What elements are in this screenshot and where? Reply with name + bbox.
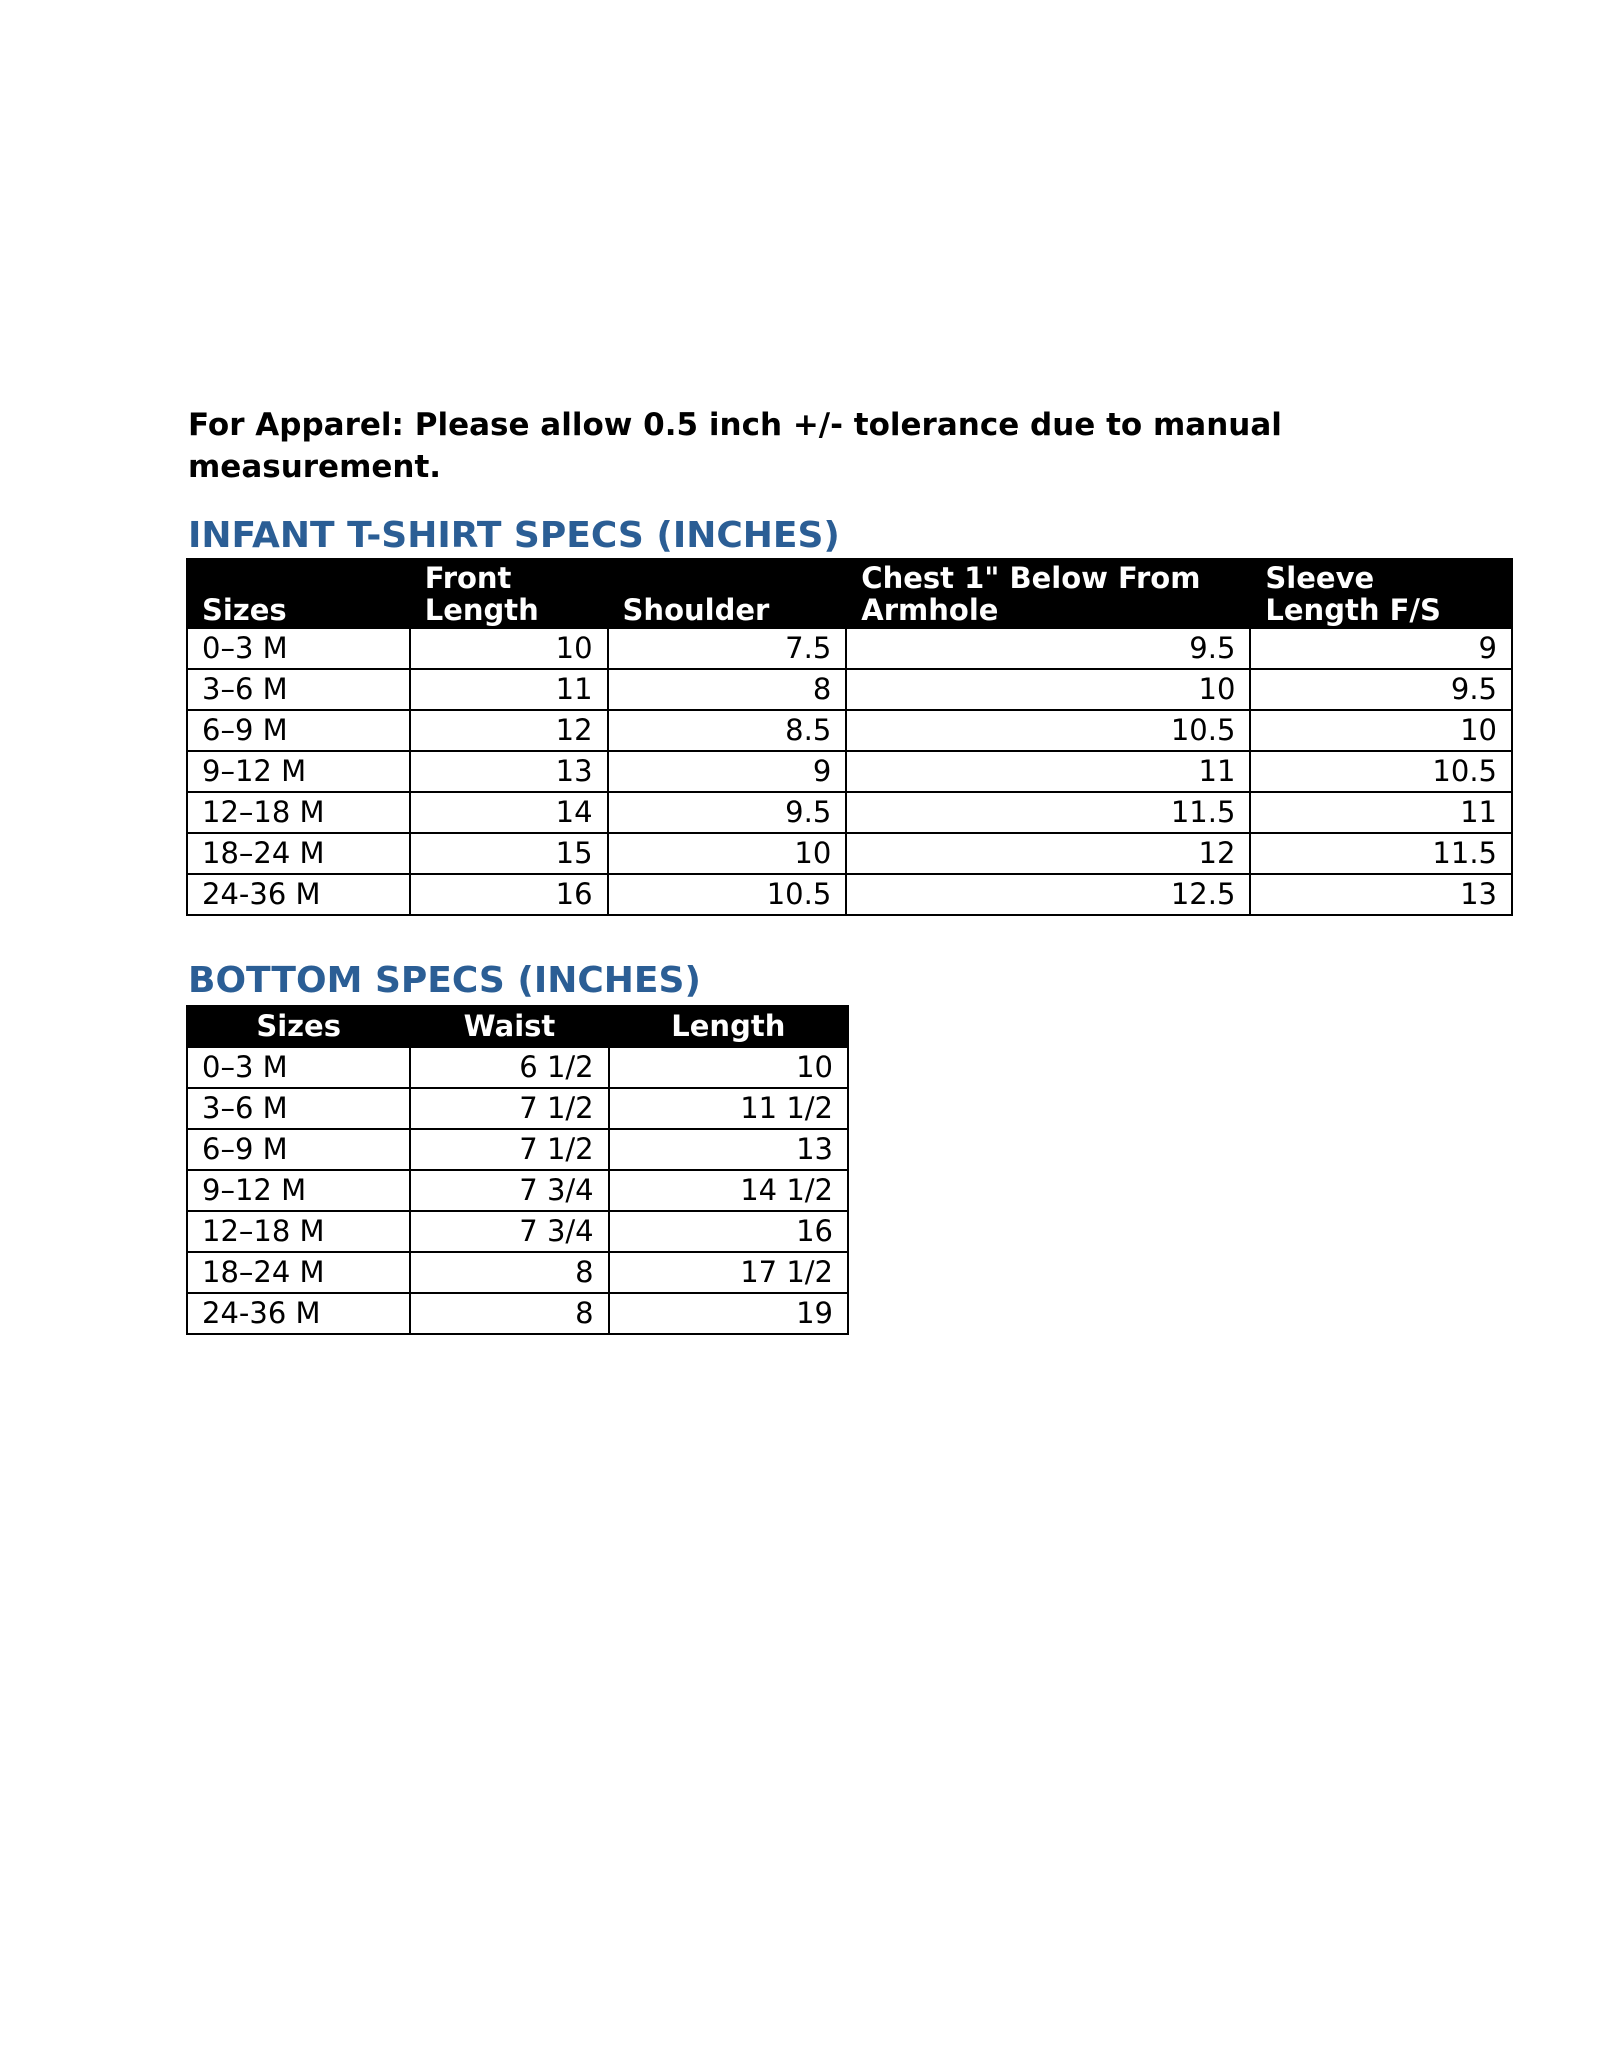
size-cell: 18–24 M: [187, 1252, 410, 1293]
chest-cell: 10.5: [846, 710, 1250, 751]
chest-cell: 10: [846, 669, 1250, 710]
sleeve-length-cell: 13: [1250, 874, 1512, 915]
size-cell: 3–6 M: [187, 1088, 410, 1129]
infant-specs-table: [186, 558, 1513, 916]
table-row: [187, 669, 1512, 710]
size-cell: 9–12 M: [187, 751, 410, 792]
front-length-cell: 13: [410, 751, 608, 792]
shoulder-cell: 9: [608, 751, 847, 792]
shoulder-cell: 10.5: [608, 874, 847, 915]
table-row: [187, 1170, 848, 1211]
front-length-cell: 11: [410, 669, 608, 710]
sleeve-length-cell: 9: [1250, 628, 1512, 669]
sleeve-length-cell: 11: [1250, 792, 1512, 833]
column-header-sleeve-length: Sleeve Length F/S: [1250, 559, 1512, 628]
column-header-chest: Chest 1" Below From Armhole: [846, 559, 1250, 628]
length-cell: 13: [609, 1129, 848, 1170]
front-length-cell: 14: [410, 792, 608, 833]
waist-cell: 7 1/2: [410, 1129, 608, 1170]
table-row: [187, 1293, 848, 1334]
front-length-cell: 15: [410, 833, 608, 874]
length-cell: 11 1/2: [609, 1088, 848, 1129]
column-header-sizes: Sizes: [187, 559, 410, 628]
size-cell: 6–9 M: [187, 1129, 410, 1170]
size-cell: 12–18 M: [187, 1211, 410, 1252]
table-row: [187, 1047, 848, 1088]
table-row: [187, 1129, 848, 1170]
table-row: [187, 628, 1512, 669]
chest-cell: 9.5: [846, 628, 1250, 669]
column-header-sizes: Sizes: [187, 1006, 410, 1047]
size-cell: 12–18 M: [187, 792, 410, 833]
shoulder-cell: 8.5: [608, 710, 847, 751]
waist-cell: 6 1/2: [410, 1047, 608, 1088]
length-cell: 14 1/2: [609, 1170, 848, 1211]
waist-cell: 7 3/4: [410, 1211, 608, 1252]
sleeve-length-cell: 10.5: [1250, 751, 1512, 792]
table-row: [187, 833, 1512, 874]
table-header-row: [187, 559, 1512, 628]
chest-cell: 11.5: [846, 792, 1250, 833]
sleeve-length-cell: 10: [1250, 710, 1512, 751]
sleeve-length-cell: 9.5: [1250, 669, 1512, 710]
shoulder-cell: 9.5: [608, 792, 847, 833]
table-row: [187, 751, 1512, 792]
waist-cell: 8: [410, 1293, 608, 1334]
length-cell: 19: [609, 1293, 848, 1334]
size-cell: 3–6 M: [187, 669, 410, 710]
chest-cell: 12: [846, 833, 1250, 874]
shoulder-cell: 7.5: [608, 628, 847, 669]
size-cell: 6–9 M: [187, 710, 410, 751]
length-cell: 10: [609, 1047, 848, 1088]
table-row: [187, 874, 1512, 915]
front-length-cell: 16: [410, 874, 608, 915]
bottom-specs-table: [186, 1005, 849, 1335]
column-header-waist: Waist: [410, 1006, 608, 1047]
bottom-specs-title: BOTTOM SPECS (INCHES): [188, 960, 701, 1001]
length-cell: 17 1/2: [609, 1252, 848, 1293]
size-cell: 0–3 M: [187, 1047, 410, 1088]
table-row: [187, 1211, 848, 1252]
front-length-cell: 12: [410, 710, 608, 751]
size-cell: 24-36 M: [187, 1293, 410, 1334]
table-header-row: [187, 1006, 848, 1047]
front-length-cell: 10: [410, 628, 608, 669]
sleeve-length-cell: 11.5: [1250, 833, 1512, 874]
length-cell: 16: [609, 1211, 848, 1252]
waist-cell: 8: [410, 1252, 608, 1293]
size-cell: 9–12 M: [187, 1170, 410, 1211]
size-cell: 24-36 M: [187, 874, 410, 915]
waist-cell: 7 3/4: [410, 1170, 608, 1211]
waist-cell: 7 1/2: [410, 1088, 608, 1129]
table-row: [187, 792, 1512, 833]
shoulder-cell: 8: [608, 669, 847, 710]
table-row: [187, 1252, 848, 1293]
chest-cell: 12.5: [846, 874, 1250, 915]
size-cell: 18–24 M: [187, 833, 410, 874]
shoulder-cell: 10: [608, 833, 847, 874]
column-header-length: Length: [609, 1006, 848, 1047]
table-row: [187, 1088, 848, 1129]
chest-cell: 11: [846, 751, 1250, 792]
column-header-front-length: Front Length: [410, 559, 608, 628]
infant-specs-title: INFANT T-SHIRT SPECS (INCHES): [188, 515, 840, 556]
size-cell: 0–3 M: [187, 628, 410, 669]
tolerance-note: For Apparel: Please allow 0.5 inch +/- tolerance due to manual measurement.: [188, 407, 1282, 485]
column-header-shoulder: Shoulder: [608, 559, 847, 628]
table-row: [187, 710, 1512, 751]
